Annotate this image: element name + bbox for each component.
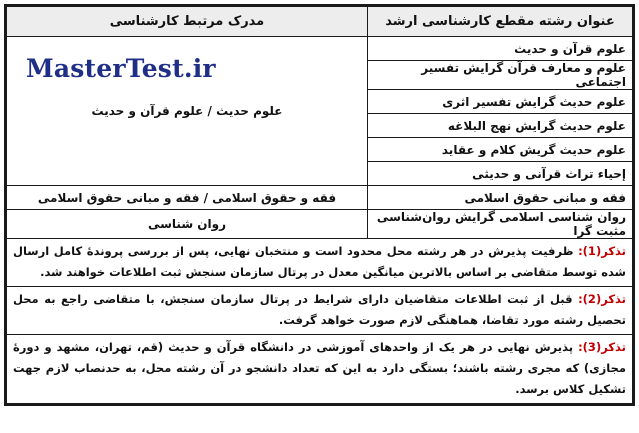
degree-cell: علوم حدیث / علوم قرآن و حدیث	[7, 37, 368, 186]
note-text: قبل از ثبت اطلاعات متقاضیان دارای شرایط در پرتال سازمان سنجش، با متقاضی راجع به محل تحصیل رشته مورد تقاضا، هماهنگی لازم صورت خواهد گرفت.	[13, 292, 626, 327]
note-label: تذکر(2):	[578, 292, 626, 306]
degree-cell: فقه و حقوق اسلامی / فقه و مبانی حقوق اسلامی	[7, 186, 368, 210]
note-row	[7, 335, 633, 404]
note-3	[7, 335, 633, 404]
program-cell: فقه و مبانی حقوق اسلامی	[368, 186, 633, 210]
note-row	[7, 287, 633, 335]
program-cell: علوم حدیث گریش کلام و عقاید	[368, 138, 633, 162]
note-text: پذیرش نهایی در هر یک از واحدهای آموزشی در دانشگاه قرآن و حدیث (قم، تهران، مشهد و دورۀ مجازی) که مجری رشته باشند؛ بستگی دارد به این که تعداد دانشجو در آن رشته محل، به حدنصاب لازم جهت تشکیل کلاس برسد.	[13, 340, 626, 396]
note-1	[7, 239, 633, 287]
watermark-logo: MasterTest.ir	[26, 54, 216, 83]
note-row	[7, 239, 633, 287]
note-label: تذکر(3):	[578, 340, 626, 354]
table-header-row	[7, 7, 633, 37]
header-program: عنوان رشته مقطع کارشناسی ارشد	[368, 7, 633, 37]
program-cell: إحیاء تراث قرآنی و حدیثی	[368, 162, 633, 186]
note-label: تذکر(1):	[578, 244, 626, 258]
note-text: ظرفیت پذیرش در هر رشته محل محدود است و منتخبان نهایی، پس از بررسی پروندۀ کامل ارسال شده توسط متقاضی بر اساس بالاترین میانگین معدل در پرتال سازمان سنجش ثبت اطلاعات خواهند شد.	[13, 244, 626, 279]
program-cell: روان شناسی اسلامی گرایش روان‌شناسی مثبت گرا	[368, 210, 633, 239]
table-row	[7, 186, 633, 210]
document-sheet	[4, 4, 635, 406]
program-cell: علوم حدیث گرایش تفسیر اثری	[368, 90, 633, 114]
program-cell: علوم و معارف قرآن گرایش تفسیر اجتماعی	[368, 61, 633, 90]
degree-cell: روان شناسی	[7, 210, 368, 239]
program-cell: علوم قرآن و حدیث	[368, 37, 633, 61]
table-row	[7, 210, 633, 239]
note-2	[7, 287, 633, 335]
header-degree: مدرک مرتبط کارشناسی	[7, 7, 368, 37]
program-cell: علوم حدیث گرایش نهج البلاغه	[368, 114, 633, 138]
